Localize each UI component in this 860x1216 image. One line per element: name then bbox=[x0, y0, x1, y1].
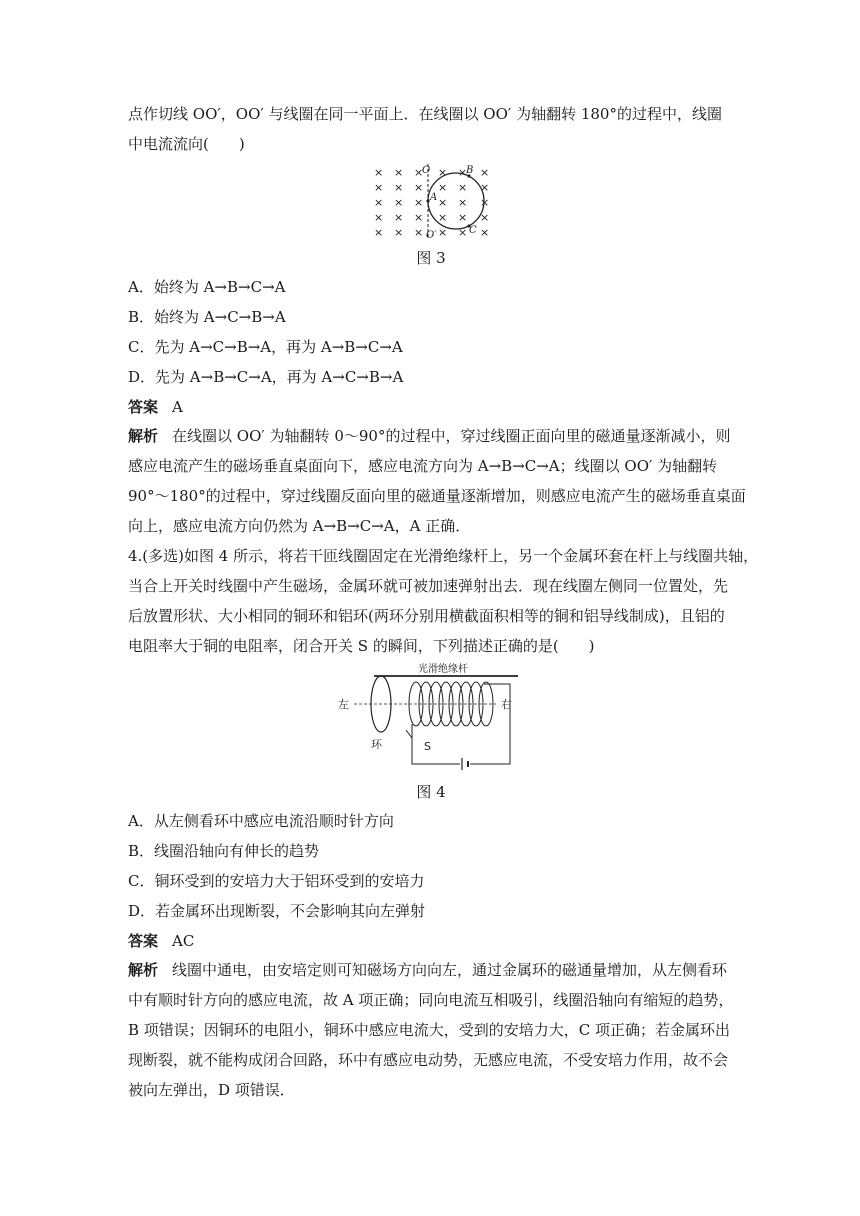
q4-answer-label: 答案 bbox=[128, 932, 159, 950]
q3-analysis-line-3: 90°～180°的过程中，穿过线圈反面向里的磁通量逐渐增加，则感应电流产生的磁场垂直桌面 bbox=[128, 487, 746, 505]
q3-option-b: B．始终为 A→C→B→A bbox=[128, 308, 286, 326]
field-cross-icon: × bbox=[414, 166, 424, 179]
q3-answer-label: 答案 bbox=[128, 398, 159, 416]
switch-lever bbox=[406, 730, 412, 738]
q4-option-a: A．从左侧看环中感应电流沿顺时针方向 bbox=[128, 812, 394, 830]
field-cross-icon: × bbox=[374, 211, 384, 224]
field-cross-icon: × bbox=[374, 166, 384, 179]
figure-4-caption: 图 4 bbox=[416, 783, 446, 801]
field-cross-icon: × bbox=[414, 196, 424, 209]
field-cross-icon: × bbox=[414, 181, 424, 194]
field-cross-icon: × bbox=[458, 166, 468, 179]
field-cross-icon: × bbox=[480, 196, 490, 209]
q3-analysis-line-4: 向上，感应电流方向仍然为 A→B→C→A，A 正确． bbox=[128, 517, 471, 535]
field-cross-icon: × bbox=[414, 211, 424, 224]
field-cross-icon: × bbox=[394, 211, 404, 224]
q3-option-d: D．先为 A→B→C→A，再为 A→C→B→A bbox=[128, 368, 404, 386]
label-b: B bbox=[466, 165, 474, 176]
label-o-bottom: O′ bbox=[426, 230, 437, 241]
field-cross-icon: × bbox=[458, 181, 468, 194]
field-cross-icon: × bbox=[394, 166, 404, 179]
field-cross-icon: × bbox=[438, 166, 448, 179]
field-cross-icon: × bbox=[374, 181, 384, 194]
field-cross-icon: × bbox=[438, 181, 448, 194]
rod-label: 光滑绝缘杆 bbox=[418, 664, 468, 675]
field-cross-icon: × bbox=[458, 196, 468, 209]
field-cross-icon: × bbox=[374, 196, 384, 209]
q4-option-b: B．线圈沿轴向有伸长的趋势 bbox=[128, 842, 320, 860]
q3-stem-line-1: 点作切线 OO′，OO′ 与线圈在同一平面上．在线圈以 OO′ 为轴翻转 180°的过程中，线圈 bbox=[128, 105, 722, 123]
q3-analysis-line-2: 感应电流产生的磁场垂直桌面向下，感应电流方向为 A→B→C→A；线圈以 OO′ 为轴翻转 bbox=[128, 457, 718, 475]
figure-3-caption: 图 3 bbox=[416, 249, 446, 267]
right-label: 右 bbox=[501, 698, 512, 711]
q4-stem-line-2: 当合上开关时线圈中产生磁场，金属环就可被加速弹射出去．现在线圈左侧同一位置处，先 bbox=[128, 577, 729, 595]
field-cross-icon: × bbox=[480, 226, 490, 239]
field-cross-icon: × bbox=[394, 226, 404, 239]
field-cross-icon: × bbox=[394, 181, 404, 194]
q4-analysis-line-5: 被向左弹出，D 项错误． bbox=[128, 1081, 295, 1099]
left-label: 左 bbox=[338, 698, 349, 711]
field-cross-icon: × bbox=[480, 166, 490, 179]
figure-3 bbox=[368, 160, 498, 242]
q4-answer-row bbox=[128, 930, 194, 952]
field-cross-icon: × bbox=[374, 226, 384, 239]
q4-analysis-line-4: 现断裂，就不能构成闭合回路，环中有感应电动势，无感应电流，不受安培力作用，故不会 bbox=[128, 1051, 729, 1069]
label-c: C bbox=[469, 225, 477, 236]
field-cross-icon: × bbox=[438, 196, 448, 209]
q3-option-c: C．先为 A→C→B→A，再为 A→B→C→A bbox=[128, 338, 403, 356]
q3-analysis-label: 解析 bbox=[128, 427, 159, 445]
field-cross-icon: × bbox=[394, 196, 404, 209]
circuit-wire-right bbox=[470, 684, 510, 764]
q3-option-a: A．始终为 A→B→C→A bbox=[128, 278, 286, 296]
q3-answer-row bbox=[128, 396, 183, 418]
q4-analysis-line-1: 解析 线圈中通电，由安培定则可知磁场方向向左，通过金属环的磁通量增加，从左侧看环 bbox=[128, 961, 728, 979]
field-cross-icon: × bbox=[438, 211, 448, 224]
q4-option-d: D．若金属环出现断裂，不会影响其向左弹射 bbox=[128, 902, 426, 920]
field-cross-icon: × bbox=[458, 226, 468, 239]
ring-label: 环 bbox=[371, 738, 382, 751]
q4-stem-line-1: 4.(多选)如图 4 所示，将若干匝线圈固定在光滑绝缘杆上，另一个金属环套在杆上与线圈共轴， bbox=[128, 547, 759, 565]
q4-stem-line-3: 后放置形状、大小相同的铜环和铝环(两环分别用横截面积相等的铜和铝导线制成)，且铝的 bbox=[128, 607, 725, 625]
q4-stem-line-4: 电阻率大于铜的电阻率，闭合开关 S 的瞬间，下列描述正确的是( ) bbox=[128, 637, 595, 655]
q4-analysis-line-3: B 项错误；因铜环的电阻小，铜环中感应电流大，受到的安培力大，C 项正确；若金属环出 bbox=[128, 1021, 731, 1039]
figure-4 bbox=[336, 660, 526, 775]
q4-answer-value: AC bbox=[172, 932, 195, 950]
q3-stem-line-2: 中电流流向( ) bbox=[128, 135, 245, 153]
q4-analysis-label: 解析 bbox=[128, 961, 159, 979]
q3-analysis-line-1: 解析 在线圈以 OO′ 为轴翻转 0～90°的过程中，穿过线圈正面向里的磁通量逐渐减小，则 bbox=[128, 427, 731, 445]
switch-label: S bbox=[424, 740, 431, 753]
label-o-top: O bbox=[422, 165, 431, 176]
q3-answer-value: A bbox=[172, 398, 183, 416]
field-cross-icon: × bbox=[414, 226, 424, 239]
field-cross-icon: × bbox=[480, 211, 490, 224]
field-cross-icon: × bbox=[458, 211, 468, 224]
field-cross-icon: × bbox=[438, 226, 448, 239]
field-cross-icon: × bbox=[480, 181, 490, 194]
label-a: A bbox=[430, 192, 438, 203]
circuit-wire bbox=[412, 724, 460, 764]
q4-analysis-line-2: 中有顺时针方向的感应电流，故 A 项正确；同向电流互相吸引，线圈沿轴向有缩短的趋势， bbox=[128, 991, 734, 1009]
q4-option-c: C．铜环受到的安培力大于铝环受到的安培力 bbox=[128, 872, 425, 890]
